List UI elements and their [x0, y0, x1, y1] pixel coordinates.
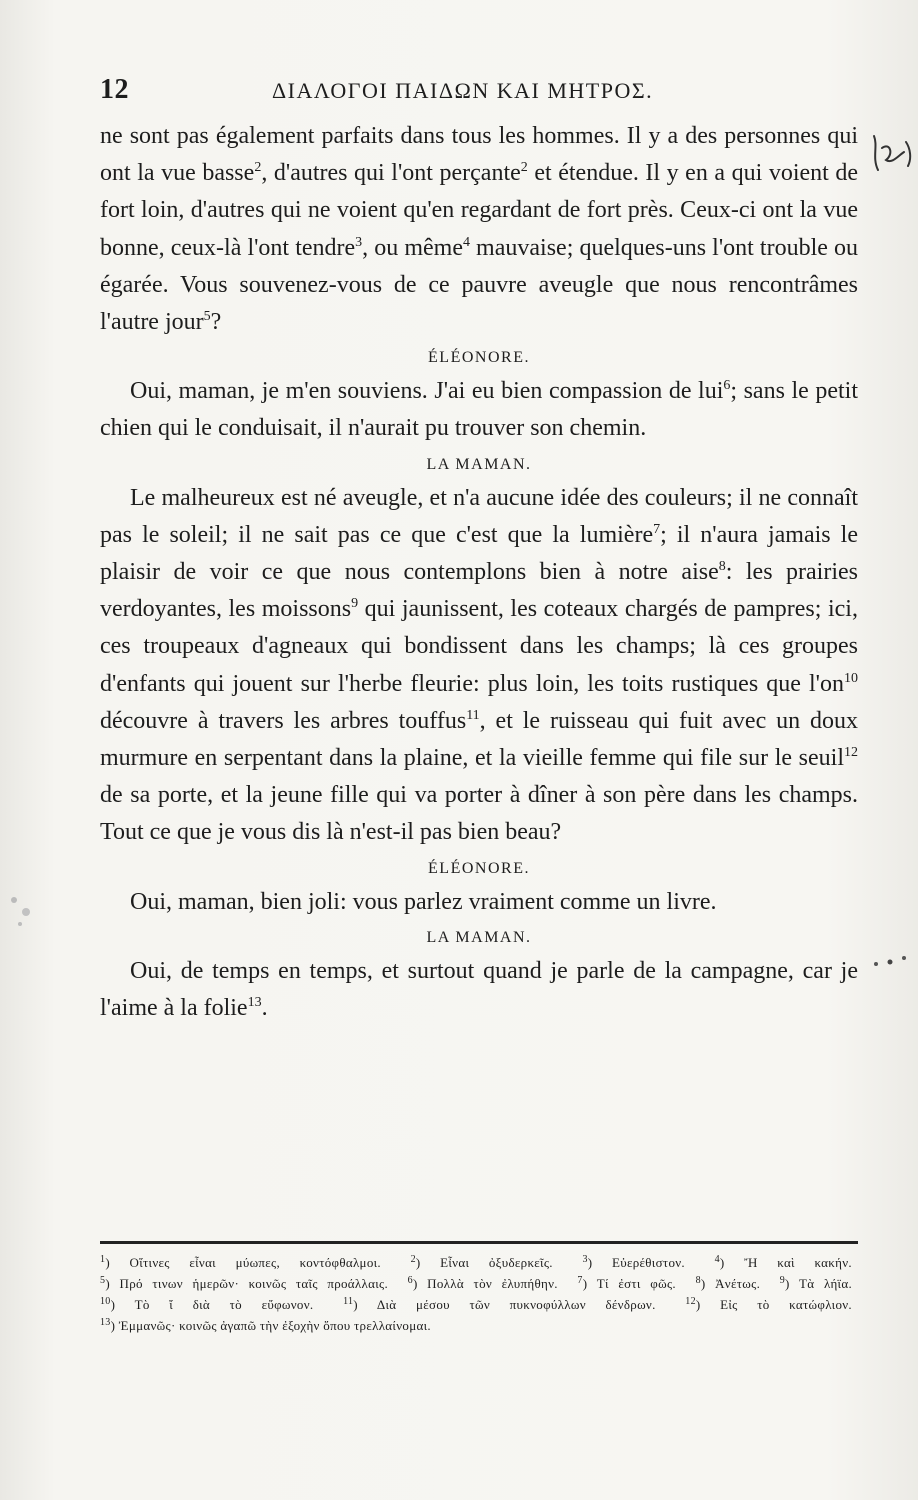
footnote: $^9$) Τὰ λήϊα. [779, 1275, 852, 1291]
footnote-text: Εἶναι ὀξυδερκεῖς. [440, 1255, 553, 1270]
text-run: Oui, maman, je m'en souviens. J'ai eu bien compassion de lui [130, 378, 724, 405]
footnote-number: 6 [407, 1275, 413, 1286]
text-run: découvre à travers les arbres touffus [100, 707, 467, 734]
note-ref: 2 [520, 160, 528, 176]
note-ref: 13 [247, 995, 262, 1011]
footnote-text: Ἐμμανῶς· κοινῶς ἀγαπῶ τὴν ἐξοχὴν ὅπου τρελλαίνομαι. [118, 1318, 431, 1333]
text-run: ne sont pas également parfaits dans tous les hommes. Il y a des personnes qui ont la vue basse [100, 123, 858, 187]
text-run: qui jaunissent, les coteaux chargés de pampres; ici, ces troupeaux d'agneaux qui bondissent dans les champs; là ces groupes d'enfants qui jouent sur l'herbe fleurie: plus loin, les toits rustiques que l'on [100, 596, 858, 697]
footnote-text: Εἰς τὸ κατώφλιον. [720, 1297, 852, 1312]
footnote-text: Πρό τινων ἡμερῶν· κοινῶς ταῖς προάλλαις. [119, 1276, 389, 1291]
text-run: ? [210, 309, 222, 336]
footnote: $^{10}$) Τὸ ἴ διὰ τὸ εὔφωνον. [100, 1296, 314, 1312]
main-text [100, 118, 858, 1027]
margin-scribble-icon [864, 128, 918, 188]
footnote-number: 4 [714, 1254, 720, 1265]
footnote-number: 3 [582, 1254, 588, 1265]
note-ref: 3 [355, 234, 363, 250]
footnote-number: 11 [343, 1296, 354, 1307]
note-ref: 5 [203, 309, 211, 325]
paragraph-1 [100, 118, 858, 341]
note-ref: 10 [844, 670, 858, 686]
running-title: ΔΙΑΛΟΓΟΙ ΠΑΙΔΩΝ ΚΑΙ ΜΗΤΡΟΣ. [272, 78, 654, 103]
text-run: de sa porte, et la jeune fille qui va porter à dîner à son père dans les champs. Tout ce que je vous dis là n'est-il pas bien beau? [100, 782, 858, 846]
footnote: $^{12}$) Εἰς τὸ κατώφλιον. [685, 1296, 852, 1312]
footnote: $^7$) Τί ἐστι φῶς. [577, 1275, 676, 1291]
footnote-text: Πολλὰ τὸν ἐλυπήθην. [427, 1276, 558, 1291]
footnote-text: Εὐερέθιστον. [612, 1255, 685, 1270]
speaker-heading: ÉLÉONORE. [428, 859, 530, 877]
text-run: mauvaise; quelques-uns l'ont trouble ou égarée. Vous souvenez-vous de ce pauvre aveugle que nous rencontrâmes l'autre jour [100, 234, 858, 336]
footnote: $^3$) Εὐερέθιστον. [582, 1254, 685, 1270]
footnote-number: 5 [100, 1275, 106, 1286]
text-run: Le malheureux est né aveugle, et n'a aucune idée des couleurs; il ne connaît pas le soleil; il ne sait pas ce que c'est que la lumière [100, 484, 858, 548]
footnote: $^4$) Ἤ καὶ κακήν. [714, 1254, 852, 1270]
paragraph-4: Oui, maman, bien joli: vous parlez vraiment comme un livre. [130, 888, 717, 915]
text-run: , ou même [362, 234, 463, 261]
note-ref: 7 [653, 521, 661, 537]
footnote-block [100, 1252, 862, 1336]
footnote-text: Τὰ λήϊα. [799, 1276, 852, 1291]
footnote-text: Τί ἐστι φῶς. [596, 1276, 676, 1291]
text-run: ; sans le petit chien qui le conduisait, il n'aurait pu trouver son chemin. [100, 378, 858, 442]
note-ref: 8 [718, 559, 726, 575]
text-run: Oui, de temps en temps, et surtout quand je parle de la campagne, car je l'aime à la folie [100, 957, 858, 1022]
ink-blot-icon [2, 880, 46, 940]
footnote: $^{13}$) Ἐμμανῶς· κοινῶς ἀγαπῶ τὴν ἐξοχὴν ὅπου τρελλαίνομαι. [100, 1317, 431, 1333]
footnote-number: 10 [100, 1296, 111, 1307]
footnote-rule [100, 1241, 858, 1244]
footnote-text: Διὰ μέσου τῶν πυκνοφύλλων δένδρων. [376, 1297, 656, 1312]
note-ref: 12 [844, 745, 858, 761]
footnote-text: Οἵτινες εἶναι μύωπες, κοντόφθαλμοι. [129, 1255, 381, 1270]
footnote-number: 13 [100, 1317, 111, 1328]
note-ref: 6 [723, 378, 731, 394]
paragraph-2 [100, 373, 858, 447]
note-ref: 11 [466, 707, 480, 723]
note-ref: 2 [254, 160, 262, 176]
speaker-heading: ÉLÉONORE. [428, 349, 530, 367]
margin-mark-icon [868, 950, 914, 974]
text-run: , d'autres qui l'ont perçante [261, 160, 521, 187]
note-ref: 9 [351, 596, 359, 612]
page-header [100, 70, 860, 110]
footnote: $^2$) Εἶναι ὀξυδερκεῖς. [410, 1254, 553, 1270]
text-run: , et le ruisseau qui fuit avec un doux murmure en serpentant dans la plaine, et la vieille femme qui file sur le seuil [100, 707, 858, 772]
footnote: $^8$) Ἀνέτως. [695, 1275, 761, 1291]
note-ref: 4 [462, 234, 470, 250]
paragraph-5 [100, 953, 858, 1027]
footnote: $^1$) Οἵτινες εἶναι μύωπες, κοντόφθαλμοι. [100, 1254, 381, 1270]
footnote-text: Τὸ ἴ διὰ τὸ εὔφωνον. [134, 1297, 314, 1312]
page-number: 12 [100, 74, 129, 105]
footnote: $^{11}$) Διὰ μέσου τῶν πυκνοφύλλων δένδρων. [343, 1296, 656, 1312]
text-run: . [261, 995, 268, 1022]
speaker-heading: LA MAMAN. [426, 455, 532, 473]
paragraph-3 [100, 480, 858, 852]
footnote-number: 2 [410, 1254, 416, 1265]
footnote-number: 1 [100, 1254, 106, 1265]
footnote-number: 9 [779, 1275, 786, 1286]
footnote: $^6$) Πολλὰ τὸν ἐλυπήθην. [407, 1275, 558, 1291]
footnotes [100, 1252, 862, 1336]
text-run: et étendue. Il y en a qui voient de fort loin, d'autres qui ne voient qu'en regardant de fort près. Ceux-ci ont la vue bonne, ceux-là l'ont tendre [100, 160, 859, 261]
speaker-heading: LA MAMAN. [426, 928, 532, 946]
text-run: : les prairies verdoyantes, les moissons [100, 559, 859, 623]
footnote-number: 12 [685, 1296, 696, 1307]
footnote-text: Ἀνέτως. [715, 1276, 761, 1291]
footnote-number: 7 [577, 1275, 583, 1286]
footnote-text: Ἤ καὶ κακήν. [744, 1255, 852, 1270]
footnote: $^5$) Πρό τινων ἡμερῶν· κοινῶς ταῖς προάλλαις. [100, 1275, 389, 1291]
text-run: ; il n'aura jamais le plaisir de voir ce que nous contemplons bien à notre aise [100, 521, 858, 586]
footnote-number: 8 [695, 1275, 701, 1286]
